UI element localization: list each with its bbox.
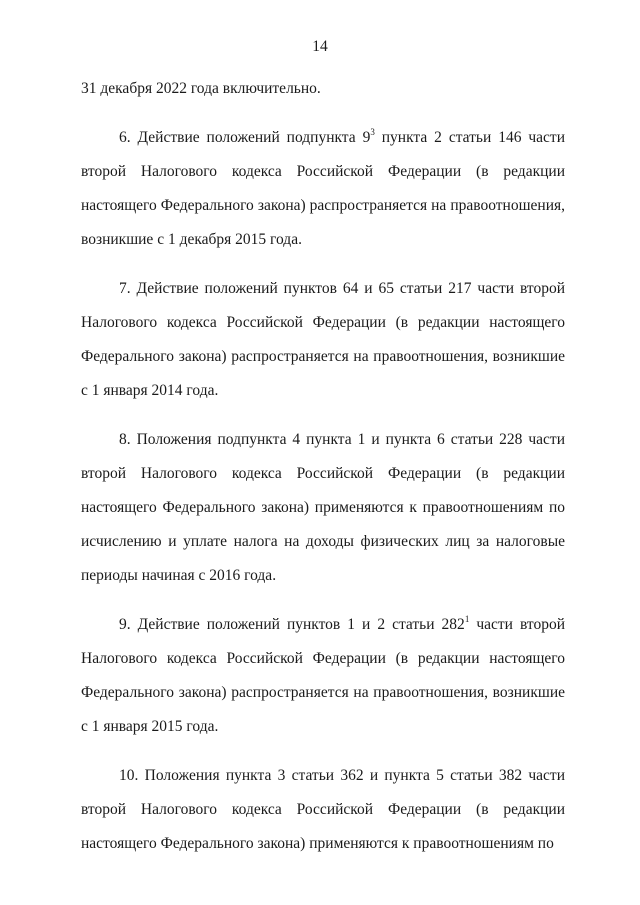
paragraph-8	[81, 423, 565, 593]
paragraph-text-after: пункта 2 статьи 146 части второй Налогового кодекса Российской Федерации (в редакции настоящего Федерального закона) распространяется на правоотношения, возникшие с 1 декабря 2015 года.	[81, 129, 565, 248]
paragraph-text: 8. Положения подпункта 4 пункта 1 и пункта 6 статьи 228 части второй Налогового кодекса Российской Федерации (в редакции настоящего Федерального закона) применяются к правоотношениям по исчислению и уплате налога на доходы физических лиц за налоговые периоды начиная с 2016 года.	[81, 431, 565, 584]
page-number: 14	[312, 38, 328, 55]
paragraph-text: 10. Положения пункта 3 статьи 362 и пункта 5 статьи 382 части второй Налогового кодекса Российской Федерации (в редакции настоящего Федерального закона) применяются к правоотношениям по	[81, 767, 565, 852]
paragraph-text-before: 9. Действие положений пунктов 1 и 2 статьи 282	[119, 616, 465, 633]
superscript: 3	[370, 126, 375, 137]
paragraph-text: 7. Действие положений пунктов 64 и 65 статьи 217 части второй Налогового кодекса Российской Федерации (в редакции настоящего Федерального закона) распространяется на правоотношения, возникшие с 1 января 2014 года.	[81, 280, 565, 399]
paragraph-text-before: 6. Действие положений подпункта 9	[119, 129, 371, 146]
paragraph-text-after: части второй Налогового кодекса Российской Федерации (в редакции настоящего Федерального закона) распространяется на правоотношения, возникшие с 1 января 2015 года.	[81, 616, 566, 735]
paragraph-9	[81, 608, 565, 744]
paragraph-7	[81, 272, 565, 408]
paragraph-text: 31 декабря 2022 года включительно.	[81, 80, 321, 97]
paragraph-continuation	[81, 72, 565, 106]
document-body	[81, 72, 565, 876]
paragraph-10	[81, 759, 565, 861]
superscript: 1	[464, 613, 470, 624]
paragraph-6	[81, 121, 565, 257]
